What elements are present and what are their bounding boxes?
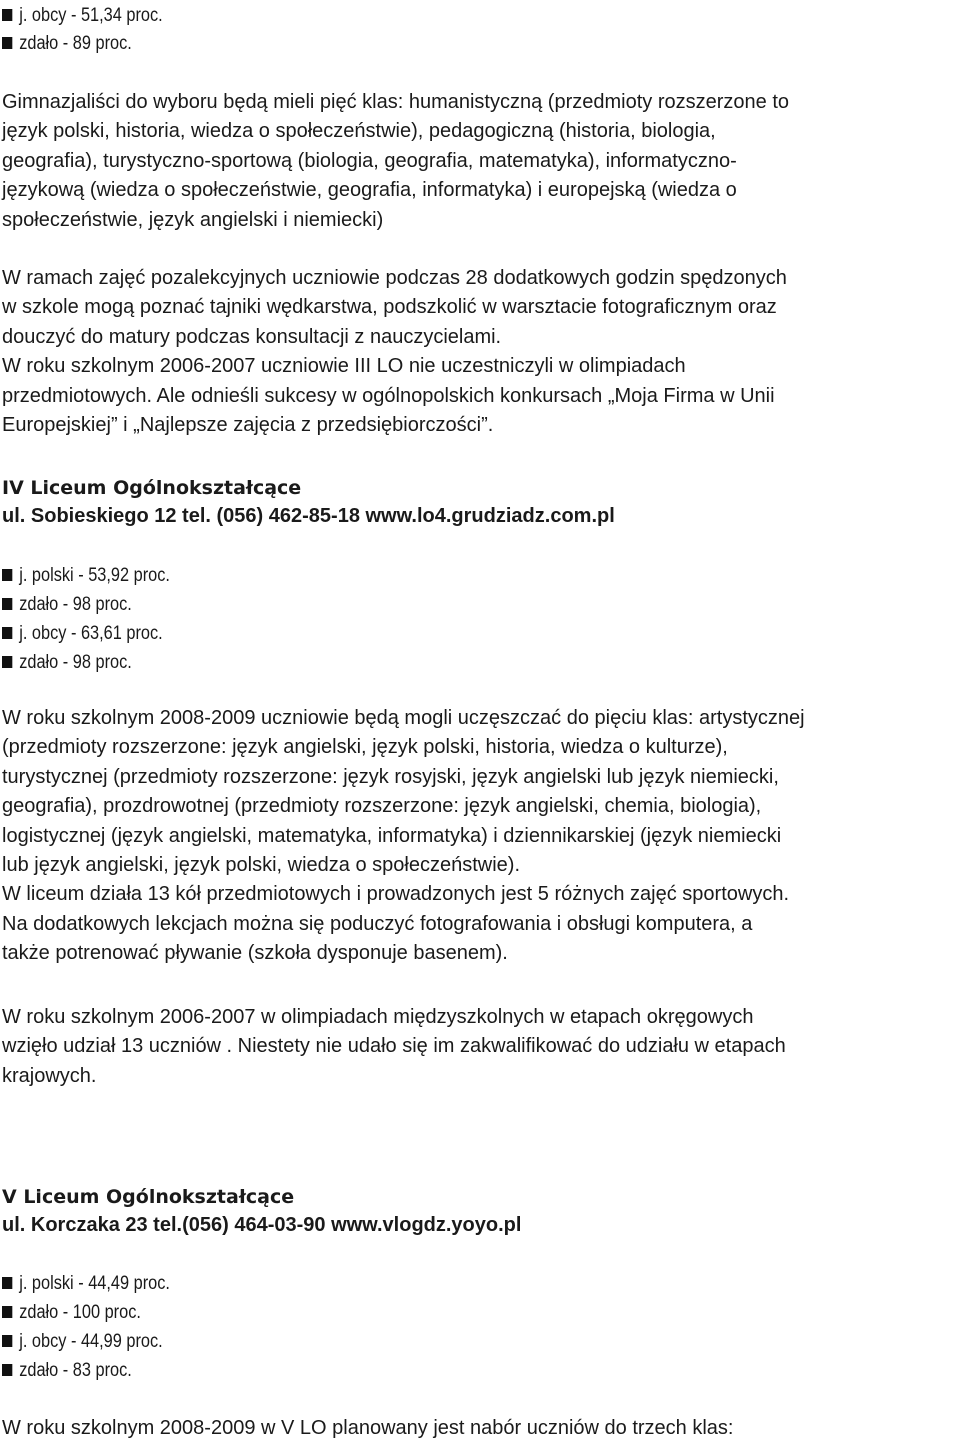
square-bullet-icon bbox=[2, 656, 12, 668]
bullet-item: j. obcy - 44,99 proc. bbox=[2, 1328, 163, 1355]
school-heading: IV Liceum Ogólnokształcące bbox=[2, 477, 302, 499]
bullet-item: zdało - 98 proc. bbox=[2, 591, 132, 618]
square-bullet-icon bbox=[2, 569, 12, 581]
bullet-item: j. polski - 44,49 proc. bbox=[2, 1270, 170, 1297]
school-address: ul. Sobieskiego 12 tel. (056) 462-85-18 www.lo4.grudziadz.com.pl bbox=[2, 505, 615, 527]
square-bullet-icon bbox=[2, 1335, 12, 1347]
square-bullet-icon bbox=[2, 9, 12, 21]
square-bullet-icon bbox=[2, 37, 12, 49]
square-bullet-icon bbox=[2, 1306, 12, 1318]
paragraph: Gimnazjaliści do wyboru będą mieli pięć klas: humanistyczną (przedmioty rozszerzone to język polski, historia, wiedza o społeczeństwie), pedagogiczną (historia, biologia, geografia), turystyczno-sportową (biologia, geografia, matematyka), informatyczno- językową (wiedza o społeczeństwie, geografia, informatyka) i europejską (wiedza o społeczeństwie, język angielski i niemiecki) bbox=[2, 91, 789, 231]
paragraph: W roku szkolnym 2008-2009 uczniowie będą mogli uczęszczać do pięciu klas: artystycznej (przedmioty rozszerzone: język angielski, język polski, historia, wiedza o kulturze), turystycznej (przedmioty rozszerzone: język rosyjski, język angielski lub język niemiecki, geografia), prozdrowotnej (przedmioty rozszerzone: język angielski, chemia, biologia), logistycznej (język angielski, matematyka, informatyka) i dziennikarskiej (język niemiecki lub język angielski, język polski, wiedza o społeczeństwie). W liceum działa 13 kół przedmiotowych i prowadzonych jest 5 różnych zajęć sportowych. Na dodatkowych lekcjach można się poduczyć fotografowania i obsługi komputera, a także potrenować pływanie (szkoła dysponuje basenem). bbox=[2, 707, 805, 965]
bullet-item: j. obcy - 51,34 proc. bbox=[2, 2, 163, 29]
paragraph: W roku szkolnym 2008-2009 w V LO planowany jest nabór uczniów do trzech klas: bbox=[2, 1417, 734, 1439]
square-bullet-icon bbox=[2, 1364, 12, 1376]
square-bullet-icon bbox=[2, 1277, 12, 1289]
bullet-item: j. polski - 53,92 proc. bbox=[2, 562, 170, 589]
bullet-item: j. obcy - 63,61 proc. bbox=[2, 620, 163, 647]
bullet-item: zdało - 98 proc. bbox=[2, 649, 132, 676]
paragraph: W ramach zajęć pozalekcyjnych uczniowie podczas 28 dodatkowych godzin spędzonych w szkole mogą poznać tajniki wędkarstwa, podszkolić w warsztacie fotograficznym oraz douczyć do matury podczas konsultacji z nauczycielami. W roku szkolnym 2006-2007 uczniowie III LO nie uczestniczyli w olimpiadach przedmiotowych. Ale odnieśli sukcesy w ogólnopolskich konkursach „Moja Firma w Unii Europejskiej” i „Najlepsze zajęcia z przedsiębiorczości”. bbox=[2, 267, 787, 437]
bullet-item: zdało - 89 proc. bbox=[2, 30, 132, 57]
square-bullet-icon bbox=[2, 627, 12, 639]
bullet-item: zdało - 83 proc. bbox=[2, 1357, 132, 1384]
bullet-item: zdało - 100 proc. bbox=[2, 1299, 141, 1326]
paragraph: W roku szkolnym 2006-2007 w olimpiadach międzyszkolnych w etapach okręgowych wzięło udział 13 uczniów . Niestety nie udało się im zakwalifikować do udziału w etapach krajowych. bbox=[2, 1006, 786, 1087]
square-bullet-icon bbox=[2, 598, 12, 610]
school-address: ul. Korczaka 23 tel.(056) 464-03-90 www.vlogdz.yoyo.pl bbox=[2, 1214, 522, 1236]
school-heading: V Liceum Ogólnokształcące bbox=[2, 1186, 295, 1208]
